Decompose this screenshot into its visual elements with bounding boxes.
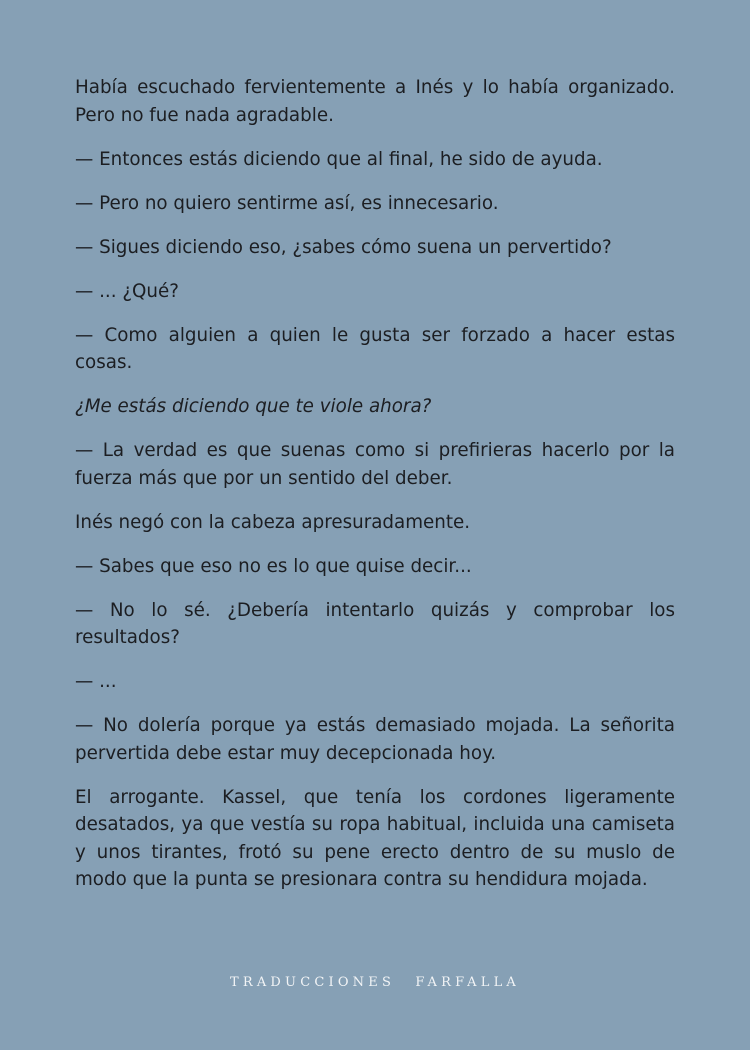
paragraph: Había escuchado fervientemente a Inés y lo había organizado. Pero no fue nada agradable. (75, 77, 675, 126)
paragraph: — Como alguien a quien le gusta ser forzado a hacer estas cosas. (75, 324, 675, 373)
footer-credit (0, 975, 750, 990)
paragraph: — Pero no quiero sentirme así, es innecesario. (75, 192, 499, 214)
footer-word: FARFALLA (415, 975, 521, 990)
paragraph: — No dolería porque ya estás demasiado mojada. La señorita pervertida debe estar muy decepcionada hoy. (75, 715, 675, 764)
paragraph: — Sigues diciendo eso, ¿sabes cómo suena un pervertido? (75, 236, 612, 258)
paragraph: — No lo sé. ¿Debería intentarlo quizás y comprobar los resultados? (75, 599, 675, 648)
paragraph: — ... ¿Qué? (75, 280, 179, 302)
paragraph: — Sabes que eso no es lo que quise decir... (75, 555, 472, 577)
italic-thought: ¿Me estás diciendo que te viole ahora? (75, 396, 432, 417)
paragraph: — ... (75, 671, 117, 692)
page-body (75, 74, 675, 910)
paragraph: — Entonces estás diciendo que al final, he sido de ayuda. (75, 148, 603, 170)
paragraph: El arrogante. Kassel, que tenía los cordones ligeramente desatados, ya que vestía su ropa habitual, incluida una camiseta y unos tirantes, frotó su pene erecto dentro de su muslo de modo que la punta se presionara contra su hendidura mojada. (75, 786, 675, 890)
footer-word: TRADUCCIONES (229, 975, 396, 990)
paragraph: Inés negó con la cabeza apresuradamente. (75, 511, 471, 533)
paragraph: — La verdad es que suenas como si prefirieras hacerlo por la fuerza más que por un sentido del deber. (75, 440, 675, 489)
